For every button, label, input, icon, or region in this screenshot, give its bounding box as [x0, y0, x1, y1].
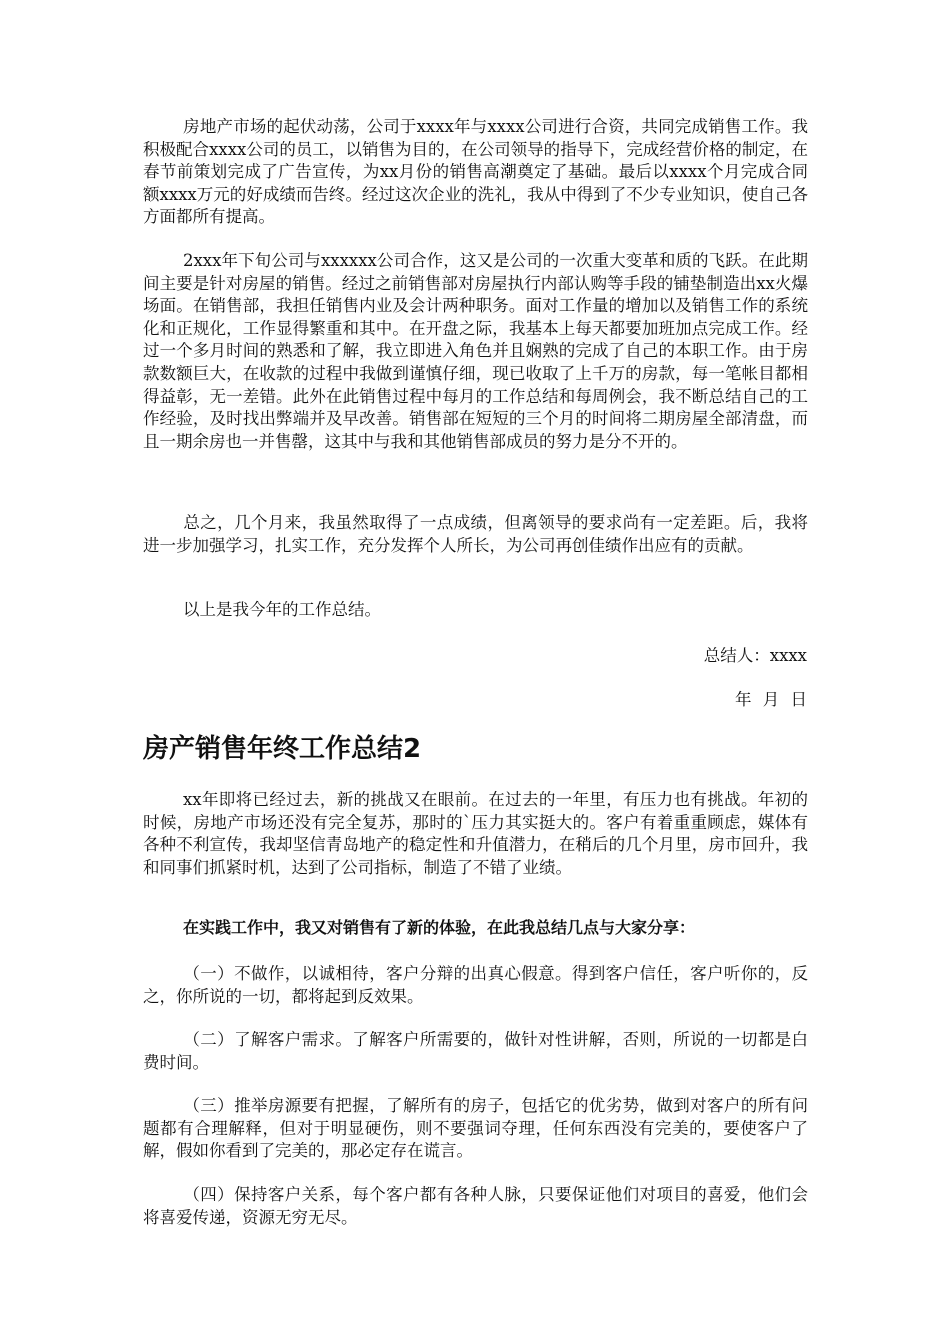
date-line: 年 月 日 — [735, 690, 807, 709]
paragraph-closing — [143, 599, 808, 622]
point-text: （四）保持客户关系，每个客户都有各种人脉，只要保证他们对项目的喜爱，他们会将喜爱传递，资源无穷无尽。 — [143, 1185, 808, 1227]
paragraph-conclusion — [143, 512, 808, 557]
paragraph-merger — [143, 116, 808, 229]
intro-paragraph — [143, 789, 808, 879]
lead-sentence: 在实践工作中，我又对销售有了新的体验，在此我总结几点与大家分享： — [183, 918, 696, 937]
paragraph-text: 房地产市场的起伏动荡，公司于xxxx年与xxxx公司进行合资，共同完成销售工作。我积极配合xxxx公司的员工，以销售为目的，在公司领导的指导下，完成经营价格的制定，在春节前策划完成了广告宣传，为xx月份的销售高潮奠定了基础。最后以xxxx个月完成合同额xxxx万元的好成绩而告终。经过这次企业的洗礼，我从中得到了不少专业知识，使自己各方面都所有提高。 — [143, 117, 808, 227]
paragraph-text: xx年即将已经过去，新的挑战又在眼前。在过去的一年里，有压力也有挑战。年初的时候，房地产市场还没有完全复苏，那时的`压力其实挺大的。客户有着重重顾虑，媒体有各种不利宣传，我却坚信青岛地产的稳定性和升值潜力，在稍后的几个月里，房市回升，我和同事们抓紧时机，达到了公司指标，制造了不错了业绩。 — [143, 790, 808, 877]
point-text: （二）了解客户需求。了解客户所需要的，做针对性讲解，否则，所说的一切都是白费时间。 — [143, 1030, 808, 1072]
point-item — [143, 1184, 808, 1229]
point-item — [143, 1029, 808, 1074]
point-text: （一）不做作，以诚相待，客户分辩的出真心假意。得到客户信任，客户听你的，反之，你所说的一切，都将起到反效果。 — [143, 964, 808, 1006]
paragraph-text: 以上是我今年的工作总结。 — [183, 600, 381, 619]
paragraph-text: 总之，几个月来，我虽然取得了一点成绩，但离领导的要求尚有一定差距。后，我将进一步加强学习，扎实工作，充分发挥个人所长，为公司再创佳绩作出应有的贡献。 — [143, 513, 808, 555]
paragraph-cooperation — [143, 250, 808, 453]
point-text: （三）推举房源要有把握，了解所有的房子，包括它的优劣势，做到对客户的所有问题都有合理解释，但对于明显硬伤，则不要强词夺理，任何东西没有完美的，要使客户了解，假如你看到了完美的，那必定存在谎言。 — [143, 1096, 808, 1161]
signature-line: 总结人：xxxx — [703, 646, 807, 665]
paragraph-text: 2xxx年下旬公司与xxxxxx公司合作，这又是公司的一次重大变革和质的飞跃。在此期间主要是针对房屋的销售。经过之前销售部对房屋执行内部认购等手段的铺垫制造出xx火爆场面。在销售部，我担任销售内业及会计两种职务。面对工作量的增加以及销售工作的系统化和正规化，工作显得繁重和其中。在开盘之际，我基本上每天都要加班加点完成工作。经过一个多月时间的熟悉和了解，我立即进入角色并且娴熟的完成了自己的本职工作。由于房款数额巨大，在收款的过程中我做到谨慎仔细，现已收取了上千万的房款，每一笔帐目都相得益彰，无一差错。此外在此销售过程中每月的工作总结和每周例会，我不断总结自己的工作经验，及时找出弊端并及早改善。销售部在短短的三个月的时间将二期房屋全部清盘，而且一期余房也一并售罄，这其中与我和其他销售部成员的努力是分不开的。 — [143, 251, 808, 451]
section-title: 房产销售年终工作总结2 — [143, 734, 422, 764]
point-item — [143, 1095, 808, 1163]
point-item — [143, 963, 808, 1008]
